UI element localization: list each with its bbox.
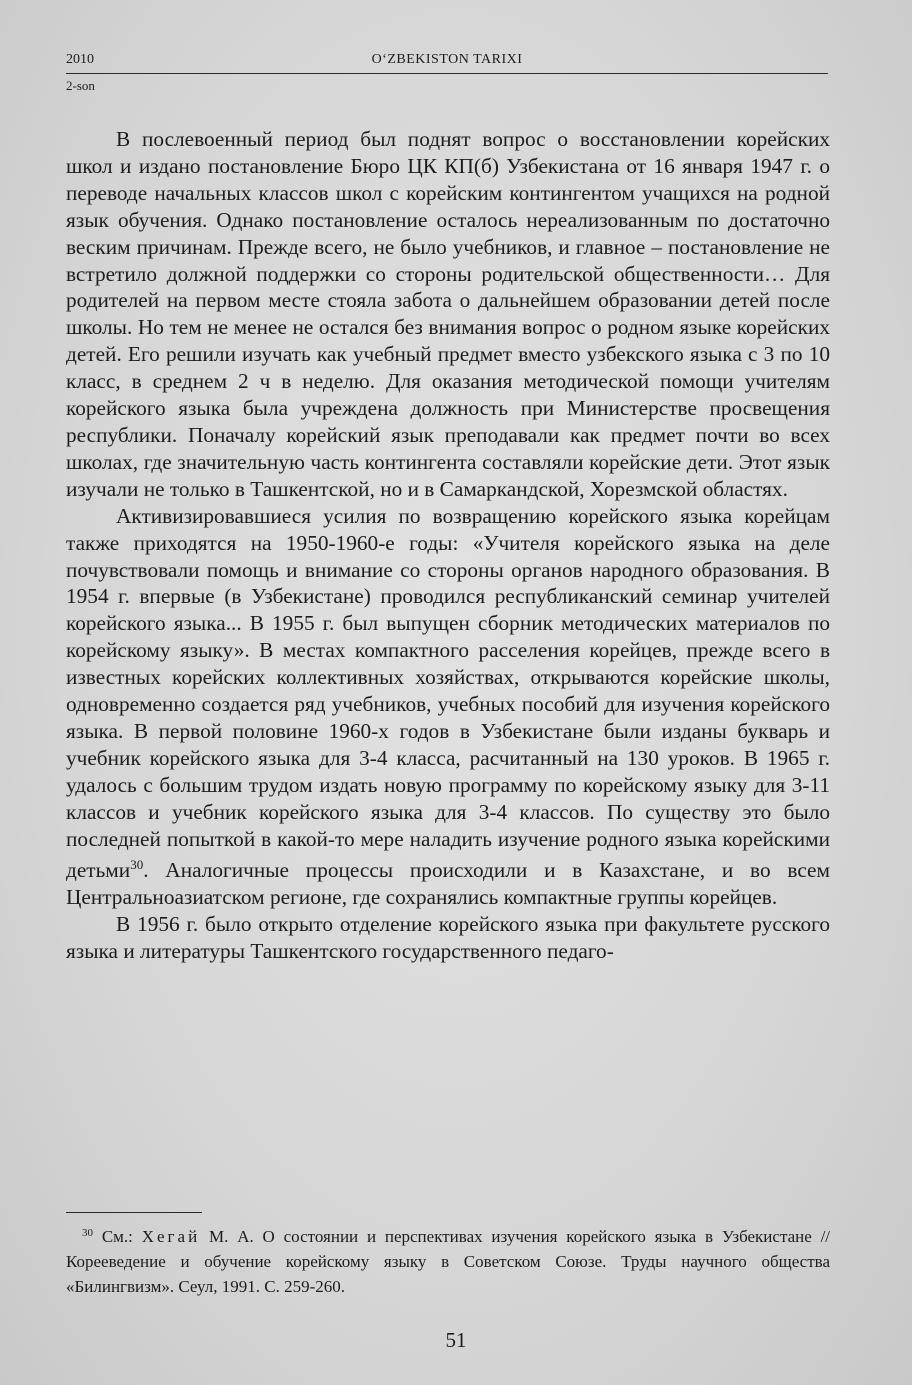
footnote-number: 30: [82, 1227, 93, 1239]
paragraph-1: В послевоенный период был поднят вопрос о восстановлении корейских школ и издано постановление Бюро ЦК КП(б) Узбекистана от 16 января 1947 г. о переводе начальных классов школ с корейским контингентом учащихся на родной язык обучения. Однако постановление осталось нереализованным по достаточно веским причинам. Прежде всего, не было учебников, и главное – постановление не встретило должной поддержки со стороны родительской общественности… Для родителей на первом месте стояла забота о дальнейшем образовании детей после школы. Но тем не менее не остался без внимания вопрос о родном языке корейских детей. Его решили изучать как учебный предмет вместо узбекского языка с 3 по 10 класс, в среднем 2 ч в неделю. Для оказания методической помощи учителям корейского языка была учреждена должность при Министерстве просвещения республики. Поначалу корейский язык преподавали как предмет почти во всех школах, где значительную часть контингента составляли корейские дети. Этот язык изучали не только в Ташкентской, но и в Самаркандской, Хорезмской областях.: [66, 127, 830, 501]
paragraph-2-tail: . Аналогичные процессы происходили и в Казахстане, и во всем Центральноазиатском регионе, где сохранялись компактные группы корейцев.: [66, 858, 830, 910]
footnote: [66, 1221, 830, 1299]
paragraph-2: [66, 503, 830, 912]
running-header: [66, 52, 828, 93]
main-text: [66, 126, 830, 965]
paragraph-3: В 1956 г. было открыто отделение корейского языка при факультете русского языка и литературы Ташкентского государственного педаго-: [66, 912, 830, 964]
footnote-separator: [66, 1212, 202, 1213]
header-rule: [66, 73, 828, 74]
header-issue: 2-son: [66, 78, 95, 93]
footnote-prefix: См.:: [101, 1227, 133, 1246]
header-journal-title: O‘ZBEKISTON TARIXI: [371, 52, 523, 67]
footnote-ref: 30: [130, 857, 144, 873]
paragraph-2-text: Активизировавшиеся усилия по возвращению корейского языка корейцам также приходятся на 1950-1960-е годы: «Учителя корейского языка на деле почувствовали помощь и внимание со стороны органов народного образования. В 1954 г. впервые (в Узбекистане) проводился республиканский семинар учителей корейского языка... В 1955 г. был выпущен сборник методических материалов по корейскому языку». В местах компактного расселения корейцев, прежде всего в известных корейских коллективных хозяйствах, открываются корейские школы, одновременно создается ряд учебников, учебных пособий для изучения корейского языка. В первой половине 1960-х годов в Узбекистане были изданы букварь и учебник корейского языка для 3-4 класса, расчитанный на 130 уроков. В 1965 г. удалось с большим трудом издать новую программу по корейскому языку для 3-11 классов и учебник корейского языка для 3-4 классов. По существу это было последней попыткой в какой-то мере наладить изучение родного языка корейскими детьми: [66, 503, 830, 883]
page-number: 51: [445, 1328, 467, 1352]
footnote-citation: М. А. О состоянии и перспективах изучения корейского языка в Узбекистане // Корееведение и обучение корейскому языку в Советском Союзе. Труды научного общества «Билингвизм». Сеул, 1991. С. 259-260.: [66, 1227, 831, 1296]
footnote-text: [66, 1221, 830, 1299]
footnote-author: Хегай: [141, 1227, 201, 1246]
header-year: 2010: [66, 52, 94, 67]
